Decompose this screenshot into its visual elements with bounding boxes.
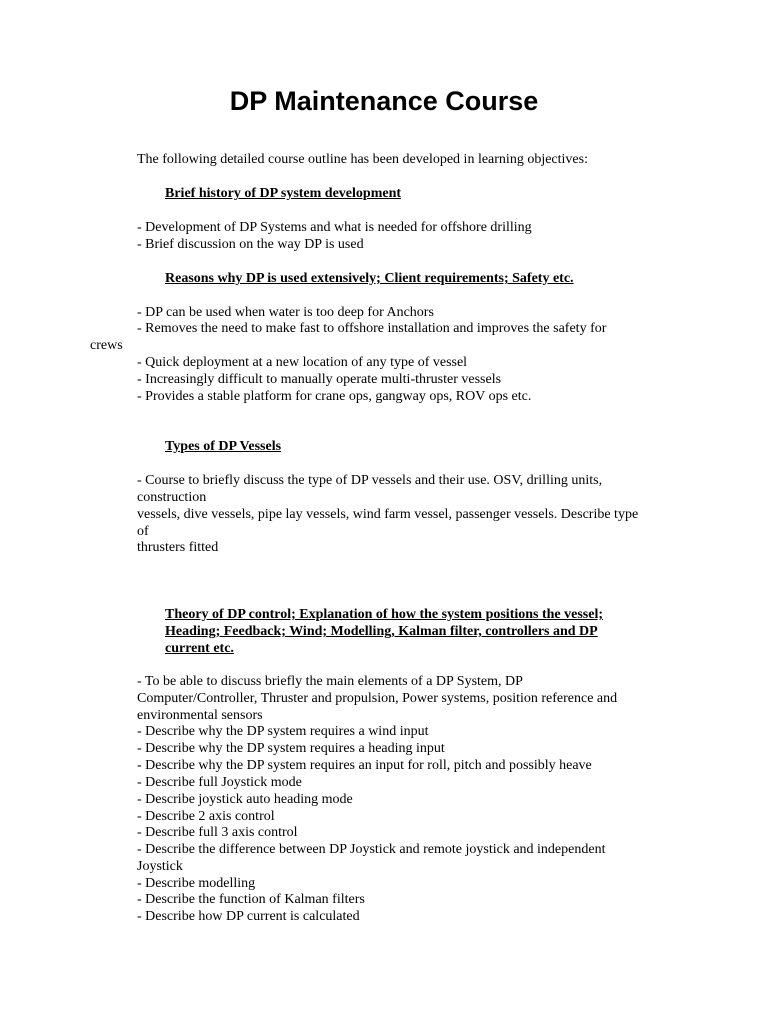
list-item: - Increasingly difficult to manually operate multi-thruster vessels — [137, 372, 502, 387]
list-item: - Describe why the DP system requires a wind input — [137, 724, 429, 739]
list-item: - Describe full 3 axis control — [137, 825, 298, 840]
list-item: - Course to briefly discuss the type of DP vessels and their use. OSV, drilling units, — [137, 473, 603, 488]
section-heading-theory-line-1: Theory of DP control; Explanation of how the system positions the vessel; — [165, 607, 604, 622]
section-heading-theory-line-2: Heading; Feedback; Wind; Modelling, Kalman filter, controllers and DP — [165, 624, 598, 639]
list-item-continuation: thrusters fitted — [137, 540, 219, 555]
list-item: - Describe modelling — [137, 876, 256, 891]
list-item: - Development of DP Systems and what is needed for offshore drilling — [137, 220, 532, 235]
list-item: - Describe why the DP system requires an input for roll, pitch and possibly heave — [137, 758, 592, 773]
section-heading-reasons: Reasons why DP is used extensively; Client requirements; Safety etc. — [165, 271, 574, 286]
list-item-continuation: environmental sensors — [137, 708, 263, 723]
list-item: - To be able to discuss briefly the main elements of a DP System, DP — [137, 674, 523, 689]
list-item: - Describe 2 axis control — [137, 809, 275, 824]
section-heading-vessel-types: Types of DP Vessels — [165, 439, 282, 454]
list-item: - Removes the need to make fast to offshore installation and improves the safety for — [137, 321, 607, 336]
list-item: - Describe the function of Kalman filters — [137, 892, 365, 907]
list-item-continuation: crews — [90, 338, 123, 353]
list-item-continuation: Computer/Controller, Thruster and propulsion, Power systems, position reference and — [137, 691, 618, 706]
list-item-continuation: vessels, dive vessels, pipe lay vessels, wind farm vessel, passenger vessels. Describe type — [137, 507, 639, 522]
list-item: - DP can be used when water is too deep for Anchors — [137, 305, 434, 320]
list-item: - Describe why the DP system requires a heading input — [137, 741, 445, 756]
page-title: DP Maintenance Course — [229, 86, 539, 116]
list-item: - Provides a stable platform for crane ops, gangway ops, ROV ops etc. — [137, 389, 532, 404]
list-item: - Brief discussion on the way DP is used — [137, 237, 364, 252]
list-item: - Describe the difference between DP Joystick and remote joystick and independent — [137, 842, 606, 857]
list-item: - Describe how DP current is calculated — [137, 909, 360, 924]
list-item-continuation: construction — [137, 490, 207, 505]
list-item: - Describe joystick auto heading mode — [137, 792, 353, 807]
list-item-continuation: of — [137, 524, 149, 539]
list-item: - Describe full Joystick mode — [137, 775, 302, 790]
list-item: - Quick deployment at a new location of any type of vessel — [137, 355, 468, 370]
section-heading-history: Brief history of DP system development — [165, 186, 402, 201]
intro-text: The following detailed course outline has been developed in learning objectives: — [137, 152, 588, 167]
list-item-continuation: Joystick — [137, 859, 183, 874]
section-heading-theory-line-3: current etc. — [165, 641, 234, 656]
